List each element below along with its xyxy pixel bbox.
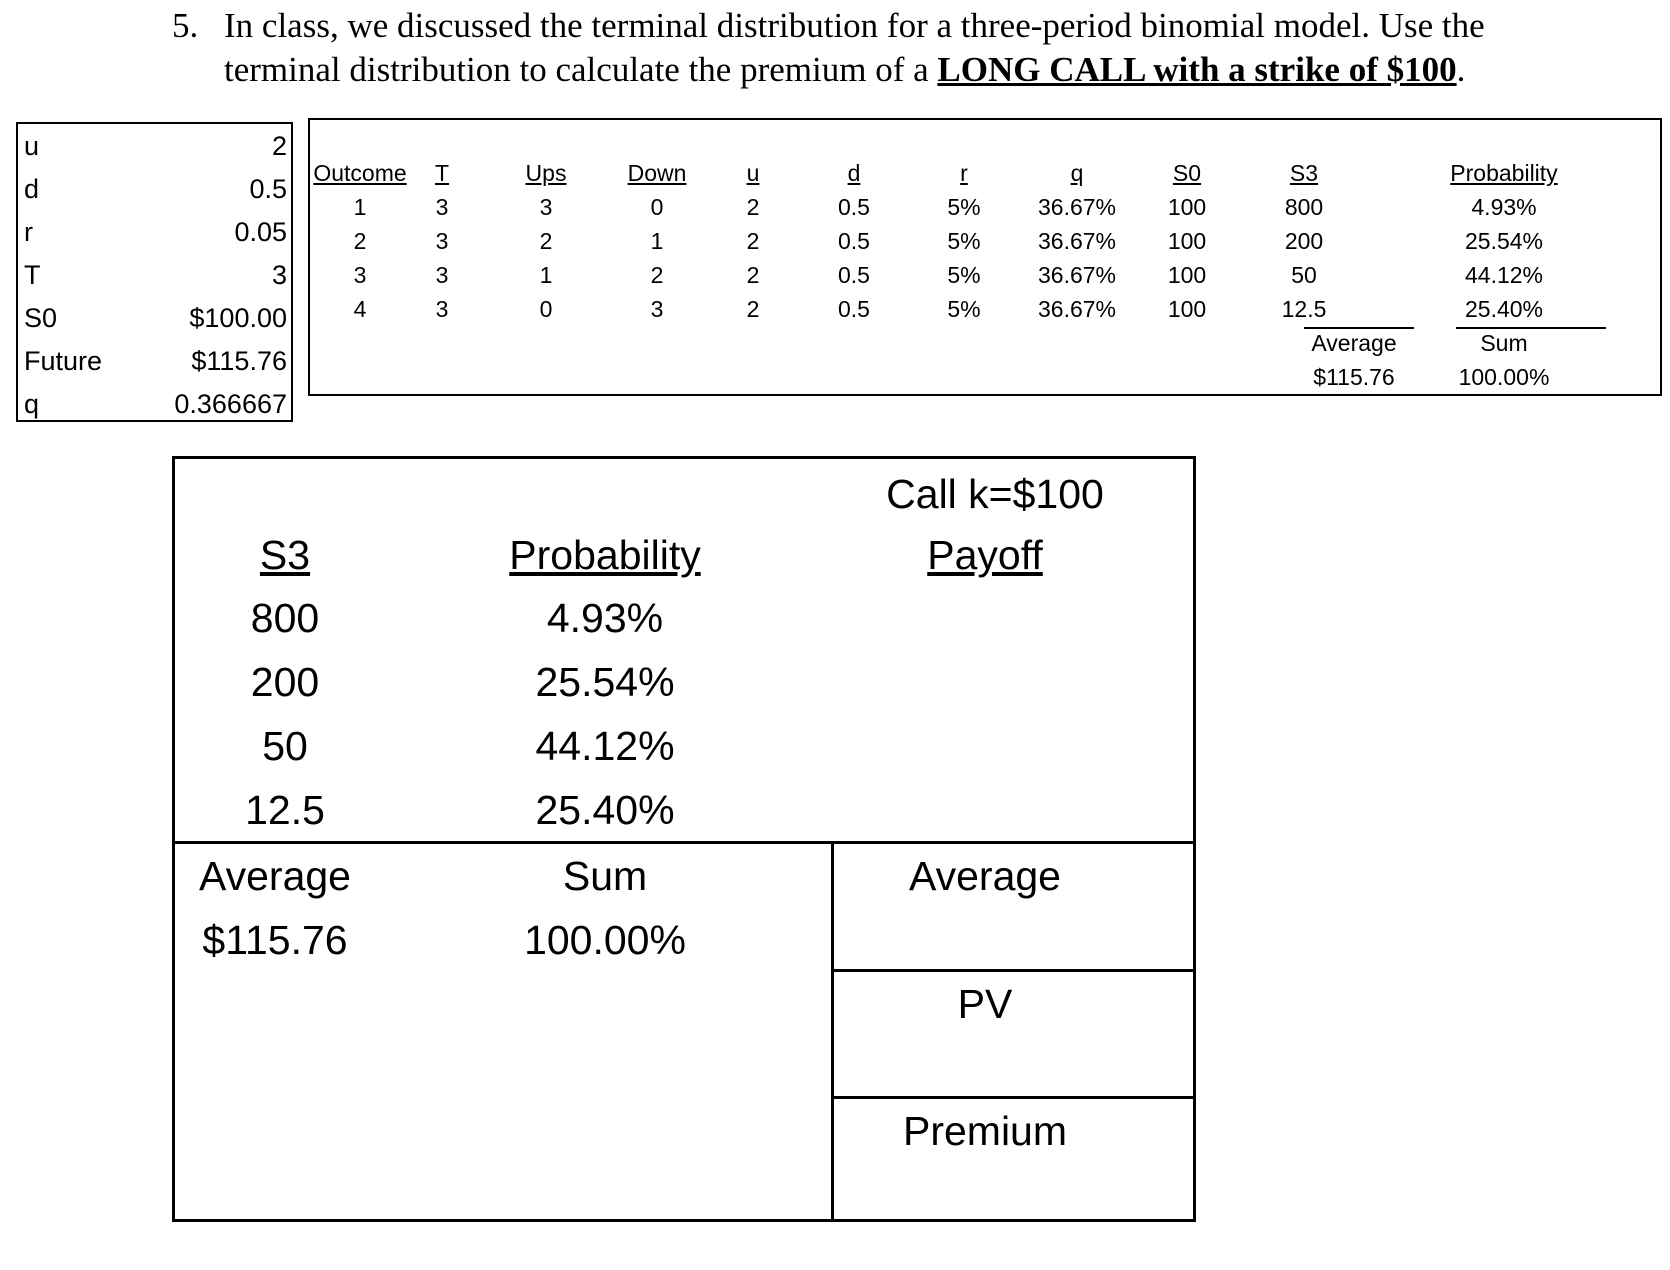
cell-outcome: 2 [353, 228, 367, 254]
call-table-title: Call k=$100 [886, 471, 1104, 517]
distribution-sum-value: 100.00% [1458, 364, 1550, 390]
param-row-s0 [18, 296, 291, 340]
header-probability: Probability [1450, 160, 1558, 186]
header-payoff: Payoff [927, 532, 1043, 578]
cell-s0: 100 [1167, 228, 1207, 254]
question-line-2 [224, 48, 1624, 92]
header-down: Down [627, 160, 687, 186]
header-t: T [434, 160, 450, 186]
cell-down: 1 [650, 228, 664, 254]
distribution-average-label: Average [1311, 330, 1397, 356]
cell-r: 5% [947, 228, 981, 254]
header-u: u [746, 160, 760, 186]
cell-probability: 4.93% [1471, 194, 1537, 220]
cell-outcome: 3 [353, 262, 367, 288]
premium-divider [831, 1096, 1193, 1099]
cell-r: 5% [947, 194, 981, 220]
cell-probability: 25.54% [1464, 228, 1543, 254]
cell-s3: 200 [250, 659, 320, 705]
distribution-sum-label: Sum [1480, 330, 1528, 356]
cell-probability: 25.40% [535, 787, 675, 833]
cell-d: 0.5 [838, 262, 870, 288]
cell-s0: 100 [1167, 194, 1207, 220]
param-row-r [18, 210, 291, 254]
cell-ups: 0 [539, 296, 553, 322]
header-s3: S3 [1289, 160, 1319, 186]
cell-t: 3 [435, 262, 449, 288]
cell-t: 3 [435, 194, 449, 220]
cell-probability: 25.40% [1464, 296, 1543, 322]
question-line-2-suffix: . [1456, 50, 1466, 89]
cell-s3: 50 [1291, 262, 1317, 288]
param-value: $115.76 [191, 346, 287, 376]
header-r: r [960, 160, 968, 186]
cell-down: 3 [650, 296, 664, 322]
param-label: Future [24, 346, 103, 376]
pv-divider [831, 969, 1193, 972]
payoff-column-divider [831, 841, 834, 1219]
distribution-average-value: $115.76 [1313, 364, 1395, 390]
cell-d: 0.5 [838, 228, 870, 254]
param-label: d [24, 174, 40, 204]
header-d: d [847, 160, 861, 186]
cell-s3: 12.5 [245, 787, 325, 833]
param-value: 0.05 [234, 217, 287, 247]
cell-ups: 2 [539, 228, 553, 254]
cell-probability: 44.12% [1464, 262, 1543, 288]
cell-outcome: 4 [353, 296, 367, 322]
param-label: S0 [24, 303, 58, 333]
cell-probability: 44.12% [535, 723, 675, 769]
header-q: q [1070, 160, 1084, 186]
cell-s3: 800 [1284, 194, 1324, 220]
cell-s3: 800 [250, 595, 320, 641]
cell-q: 36.67% [1037, 194, 1116, 220]
cell-probability: 25.54% [535, 659, 675, 705]
pv-label: PV [957, 981, 1013, 1027]
cell-down: 2 [650, 262, 664, 288]
cell-d: 0.5 [838, 296, 870, 322]
cell-s0: 100 [1167, 262, 1207, 288]
cell-u: 2 [746, 228, 760, 254]
cell-u: 2 [746, 194, 760, 220]
cell-outcome: 1 [353, 194, 367, 220]
param-row-future [18, 339, 291, 383]
cell-probability: 4.93% [546, 595, 664, 641]
param-value: 0.5 [249, 174, 287, 204]
call-sum-value: 100.00% [524, 917, 686, 963]
param-label: r [24, 217, 33, 247]
param-value: 0.366667 [174, 389, 287, 419]
call-sum-label: Sum [562, 853, 648, 899]
cell-t: 3 [435, 296, 449, 322]
cell-s3: 12.5 [1281, 296, 1327, 322]
call-average-value: $115.76 [202, 917, 348, 963]
cell-s0: 100 [1167, 296, 1207, 322]
cell-s3: 200 [1284, 228, 1324, 254]
cell-down: 0 [650, 194, 664, 220]
question-emphasis: LONG CALL with a strike of $100 [937, 50, 1457, 89]
payoff-average-label: Average [909, 853, 1061, 899]
param-row-u [18, 124, 291, 168]
call-payoff-table [172, 456, 1196, 1222]
header-ups: Ups [525, 160, 567, 186]
cell-r: 5% [947, 296, 981, 322]
param-row-t [18, 253, 291, 297]
param-label: q [24, 389, 40, 419]
cell-u: 2 [746, 296, 760, 322]
cell-u: 2 [746, 262, 760, 288]
param-row-d [18, 167, 291, 211]
cell-s3: 50 [262, 723, 308, 769]
cell-ups: 1 [539, 262, 553, 288]
cell-q: 36.67% [1037, 296, 1116, 322]
cell-q: 36.67% [1037, 262, 1116, 288]
premium-label: Premium [902, 1108, 1068, 1154]
cell-ups: 3 [539, 194, 553, 220]
header-s0: S0 [1172, 160, 1202, 186]
param-label: u [24, 131, 40, 161]
question-number: 5. [172, 6, 199, 45]
terminal-distribution-table [308, 118, 1662, 396]
param-value: 2 [271, 131, 287, 161]
header-outcome: Outcome [313, 160, 407, 186]
call-average-label: Average [199, 853, 351, 899]
parameters-box [16, 122, 293, 422]
table-divider [175, 841, 1193, 844]
param-row-q [18, 382, 291, 426]
cell-r: 5% [947, 262, 981, 288]
header-probability: Probability [509, 532, 701, 578]
cell-d: 0.5 [838, 194, 870, 220]
param-value: 3 [271, 260, 287, 290]
question-line-2-prefix: terminal distribution to calculate the premium of a [224, 50, 938, 89]
question-line-1: In class, we discussed the terminal distribution for a three-period binomial model. Use the [224, 6, 1485, 45]
cell-t: 3 [435, 228, 449, 254]
header-s3: S3 [259, 532, 311, 578]
param-label: T [24, 260, 41, 290]
param-value: $100.00 [189, 303, 287, 333]
cell-q: 36.67% [1037, 228, 1116, 254]
